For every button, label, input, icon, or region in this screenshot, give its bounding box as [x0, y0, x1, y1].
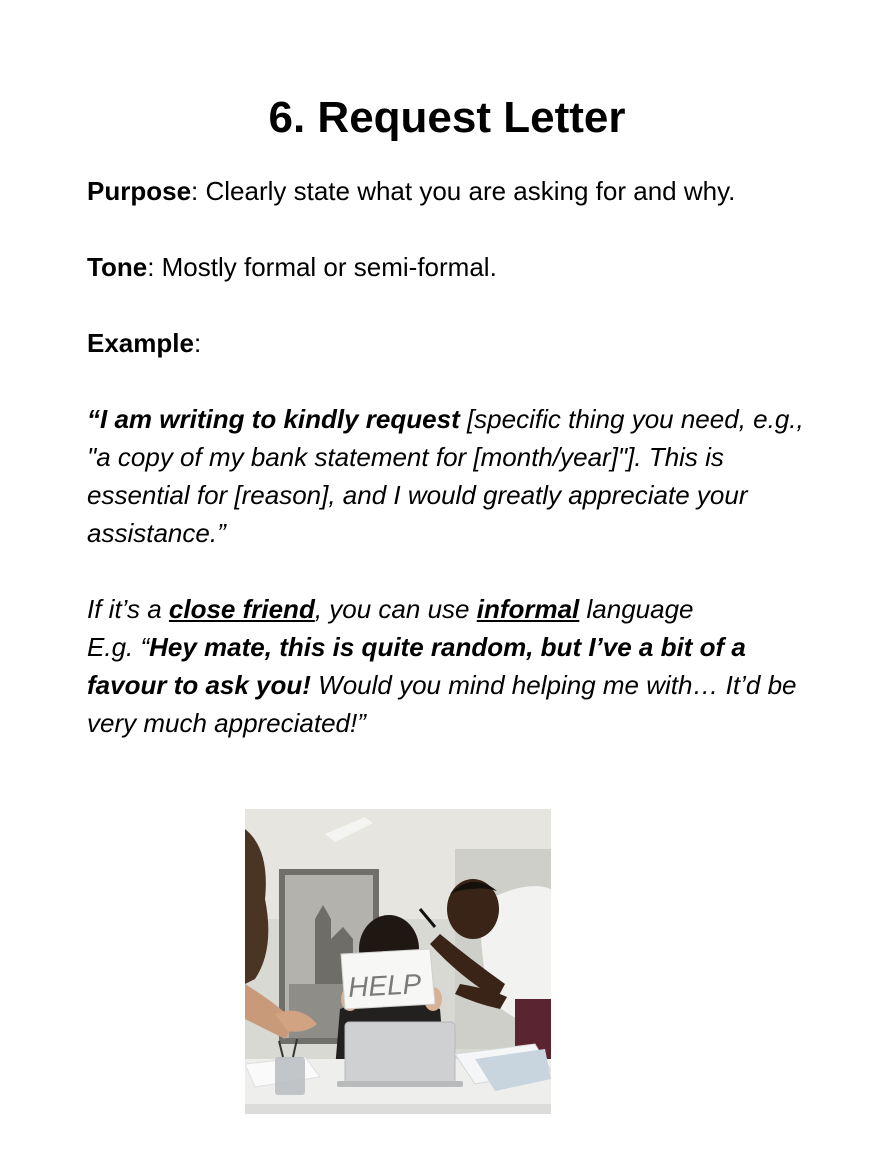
example-quote-rest: [specific thing you need, e.g., "a copy of my bank statement for [month/year]"]. This is essential for [reason], and I would greatly appreciate your assistance.”: [87, 404, 804, 548]
page-title: 6. Request Letter: [268, 93, 626, 142]
purpose-label: Purpose: [87, 176, 192, 206]
example-label: Example: [87, 328, 194, 358]
example-colon: :: [193, 328, 202, 358]
close-friend-emphasis: close friend: [168, 594, 315, 624]
help-sign-text: HELP: [347, 968, 422, 1003]
purpose-text: : Clearly state what you are asking for and why.: [191, 176, 736, 206]
tone-paragraph: [87, 248, 817, 286]
spacer: [87, 362, 817, 400]
spacer: [87, 552, 817, 590]
informal-eg-prefix: E.g. “: [87, 632, 150, 662]
document-body: [87, 172, 817, 742]
informal-emphasis: informal: [476, 594, 580, 624]
tone-text: : Mostly formal or semi-formal.: [147, 252, 497, 282]
informal-eg-bold: Hey mate, this is quite random, but I’ve a bit of a favour to ask you!: [87, 632, 746, 700]
example-quote: [87, 400, 817, 552]
spacer: [87, 210, 817, 248]
informal-end: language: [579, 594, 694, 624]
example-quote-bold: “I am writing to kindly request: [87, 404, 460, 434]
informal-mid: , you can use: [314, 594, 477, 624]
informal-intro: If it’s a: [87, 594, 169, 624]
informal-eg-rest: Would you mind helping me with… It’d be very much appreciated!”: [87, 670, 797, 738]
informal-paragraph: [87, 590, 817, 742]
spacer: [87, 286, 817, 324]
stressed-office-worker-photo: [245, 809, 551, 1114]
purpose-paragraph: [87, 172, 817, 210]
example-heading: [87, 324, 817, 362]
tone-label: Tone: [87, 252, 148, 282]
